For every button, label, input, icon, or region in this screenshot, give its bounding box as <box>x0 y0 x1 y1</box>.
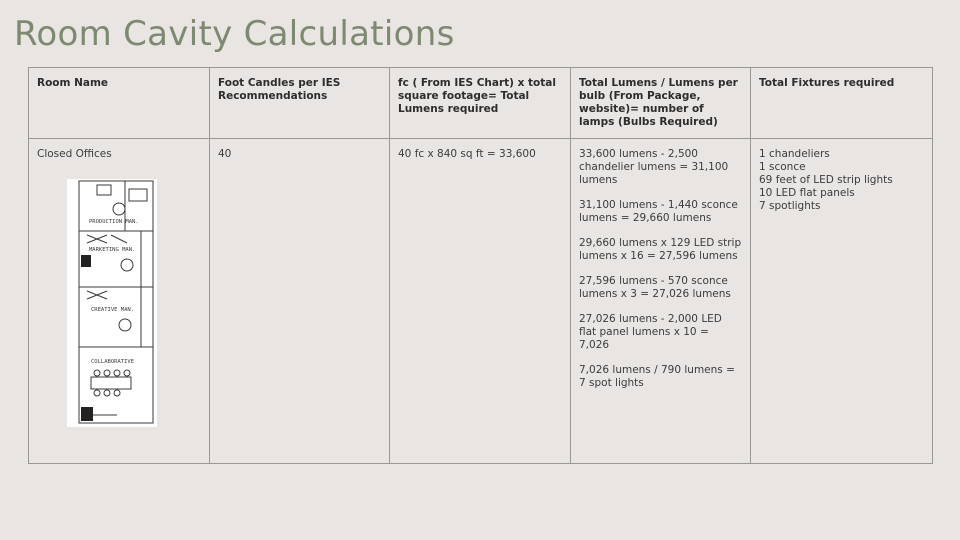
calculation-step: 7,026 lumens / 790 lumens = 7 spot lights <box>579 364 735 389</box>
plan-label-production: PRODUCTION MAN. <box>89 219 139 225</box>
table-header-row <box>29 68 933 139</box>
fixture-item: 1 chandeliers <box>759 148 830 160</box>
calculation-step: 33,600 lumens - 2,500 chandelier lumens = 31,100 lumens <box>579 148 729 186</box>
cell-room-name <box>29 139 210 464</box>
calculation-step: 31,100 lumens - 1,440 sconce lumens = 29,660 lumens <box>579 199 738 224</box>
plan-label-marketing: MARKETING MAN. <box>89 247 136 253</box>
room-cavity-table <box>28 67 933 464</box>
header-total-lumens: fc ( From IES Chart) x total square footage= Total Lumens required <box>390 68 571 139</box>
header-foot-candles: Foot Candles per IES Recommendations <box>210 68 390 139</box>
cell-calculations <box>571 139 751 464</box>
calculation-step: 27,596 lumens - 570 sconce lumens x 3 = 27,026 lumens <box>579 275 731 300</box>
fixture-item: 69 feet of LED strip lights <box>759 174 893 186</box>
header-room-name: Room Name <box>29 68 210 139</box>
floor-plan-image <box>67 179 157 427</box>
calculation-step: 27,026 lumens - 2,000 LED flat panel lumens x 10 = 7,026 <box>579 313 722 351</box>
page-title: Room Cavity Calculations <box>14 14 455 54</box>
plan-label-collaborative: COLLABORATIVE <box>91 359 135 365</box>
cell-total-lumens: 40 fc x 840 sq ft = 33,600 <box>390 139 571 464</box>
table-row <box>29 139 933 464</box>
header-number-of-lamps: Total Lumens / Lumens per bulb (From Package, website)= number of lamps (Bulbs Required) <box>571 68 751 139</box>
calculation-step: 29,660 lumens x 129 LED strip lumens x 16 = 27,596 lumens <box>579 237 742 262</box>
fixture-item: 1 sconce <box>759 161 806 173</box>
fixture-item: 10 LED flat panels <box>759 187 855 199</box>
room-name-text: Closed Offices <box>37 148 112 160</box>
cell-total-fixtures <box>751 139 933 464</box>
plan-label-creative: CREATIVE MAN. <box>91 307 135 313</box>
header-total-fixtures: Total Fixtures required <box>751 68 933 139</box>
cell-foot-candles: 40 <box>210 139 390 464</box>
fixture-item: 7 spotlights <box>759 200 821 212</box>
